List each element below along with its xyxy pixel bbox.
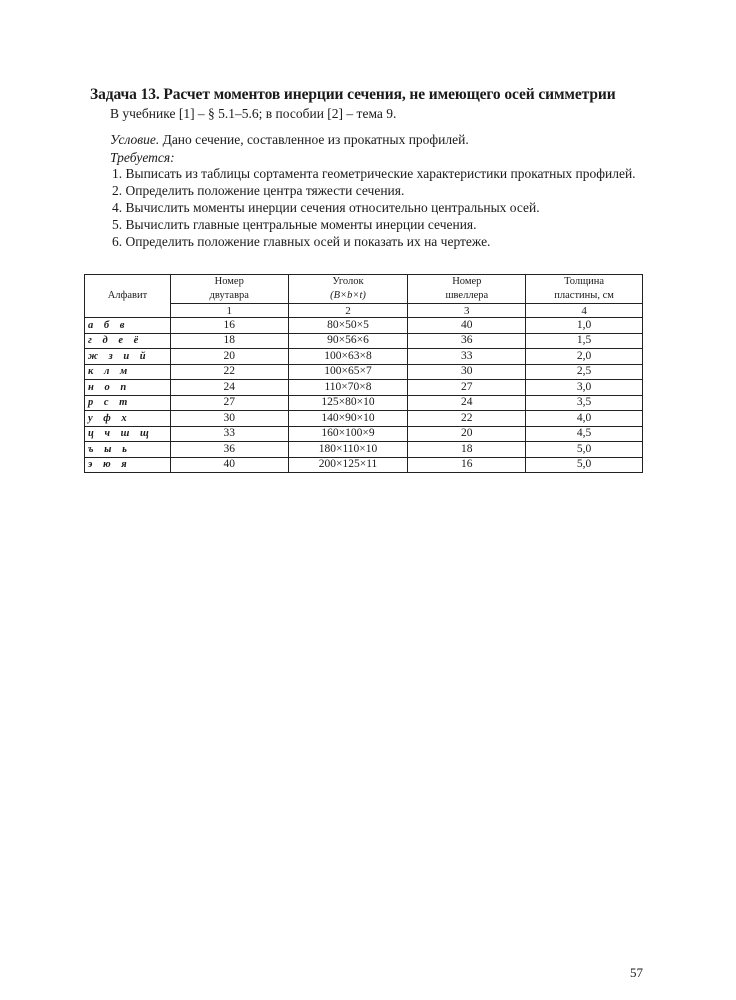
task-title: Задача 13. Расчет моментов инерции сечения, не имеющего осей симметрии: [90, 86, 616, 103]
ibeam-cell: 20: [170, 349, 288, 365]
channel-cell: 40: [408, 318, 526, 334]
plate-cell: 2,0: [526, 349, 643, 365]
ibeam-cell: 36: [170, 442, 288, 458]
alphabet-cell: р с т: [85, 395, 171, 411]
plate-cell: 5,0: [526, 442, 643, 458]
angle-cell: 140×90×10: [288, 411, 408, 427]
table-row: [85, 442, 643, 458]
plate-cell: 2,5: [526, 364, 643, 380]
column-number: 1: [170, 304, 288, 318]
header-plate: [526, 275, 643, 304]
column-number: 3: [408, 304, 526, 318]
angle-cell: 100×65×7: [288, 364, 408, 380]
alphabet-cell: ъ ы ь: [85, 442, 171, 458]
task-item: 6. Определить положение главных осей и показать их на чертеже.: [112, 234, 491, 249]
task-item: 4. Вычислить моменты инерции сечения относительно центральных осей.: [112, 200, 540, 215]
alphabet-cell: а б в: [85, 318, 171, 334]
alphabet-cell: н о п: [85, 380, 171, 396]
plate-cell: 5,0: [526, 457, 643, 473]
column-number: 4: [526, 304, 643, 318]
task-item: 5. Вычислить главные центральные моменты инерции сечения.: [112, 217, 477, 232]
channel-cell: 24: [408, 395, 526, 411]
channel-cell: 16: [408, 457, 526, 473]
references-line: В учебнике [1] – § 5.1–5.6; в пособии [2] – тема 9.: [110, 106, 397, 121]
angle-cell: 180×110×10: [288, 442, 408, 458]
channel-cell: 33: [408, 349, 526, 365]
plate-cell: 3,0: [526, 380, 643, 396]
header-channel-line1: Номер: [452, 276, 482, 287]
header-channel: [408, 275, 526, 304]
alphabet-cell: к л м: [85, 364, 171, 380]
plate-cell: 1,0: [526, 318, 643, 334]
alphabet-cell: э ю я: [85, 457, 171, 473]
angle-cell: 160×100×9: [288, 426, 408, 442]
header-plate-line1: Толщина: [564, 276, 605, 287]
header-ibeam-line1: Номер: [214, 276, 244, 287]
page-number: 57: [630, 965, 643, 980]
ibeam-cell: 33: [170, 426, 288, 442]
channel-cell: 20: [408, 426, 526, 442]
task-item: 2. Определить положение центра тяжести сечения.: [112, 183, 405, 198]
table-row: [85, 333, 643, 349]
condition-label: Условие.: [110, 132, 160, 147]
alphabet-cell: у ф х: [85, 411, 171, 427]
table-row: [85, 349, 643, 365]
angle-cell: 110×70×8: [288, 380, 408, 396]
plate-cell: 3,5: [526, 395, 643, 411]
table-row: [85, 395, 643, 411]
header-angle-line2: (B×b×t): [330, 290, 366, 301]
angle-cell: 90×56×6: [288, 333, 408, 349]
plate-cell: 4,5: [526, 426, 643, 442]
column-number: 2: [288, 304, 408, 318]
condition-line: [110, 132, 469, 148]
table-row: [85, 364, 643, 380]
header-channel-line2: швеллера: [445, 290, 489, 301]
channel-cell: 36: [408, 333, 526, 349]
task-item: 1. Выписать из таблицы сортамента геометрические характеристики прокатных профилей.: [112, 166, 636, 181]
table-row: [85, 457, 643, 473]
table-row: [85, 426, 643, 442]
ibeam-cell: 24: [170, 380, 288, 396]
header-ibeam: [170, 275, 288, 304]
angle-cell: 80×50×5: [288, 318, 408, 334]
ibeam-cell: 27: [170, 395, 288, 411]
ibeam-cell: 22: [170, 364, 288, 380]
angle-cell: 200×125×11: [288, 457, 408, 473]
plate-cell: 4,0: [526, 411, 643, 427]
condition-text: Дано сечение, составленное из прокатных профилей.: [159, 132, 469, 147]
header-alphabet: Алфавит: [85, 275, 171, 318]
header-plate-line2: пластины, см: [554, 290, 614, 301]
table-row: [85, 411, 643, 427]
channel-cell: 22: [408, 411, 526, 427]
ibeam-cell: 18: [170, 333, 288, 349]
variants-table: [84, 274, 643, 473]
channel-cell: 27: [408, 380, 526, 396]
table-row: [85, 318, 643, 334]
ibeam-cell: 30: [170, 411, 288, 427]
table-row: [85, 380, 643, 396]
angle-cell: 100×63×8: [288, 349, 408, 365]
ibeam-cell: 16: [170, 318, 288, 334]
header-angle: [288, 275, 408, 304]
channel-cell: 18: [408, 442, 526, 458]
required-label: Требуется:: [110, 150, 175, 165]
angle-cell: 125×80×10: [288, 395, 408, 411]
alphabet-cell: ц ч ш щ: [85, 426, 171, 442]
ibeam-cell: 40: [170, 457, 288, 473]
plate-cell: 1,5: [526, 333, 643, 349]
header-ibeam-line2: двутавра: [209, 290, 249, 301]
channel-cell: 30: [408, 364, 526, 380]
alphabet-cell: ж з и й: [85, 349, 171, 365]
alphabet-cell: г д е ё: [85, 333, 171, 349]
header-angle-line1: Уголок: [332, 276, 364, 287]
task-list: [88, 165, 648, 250]
